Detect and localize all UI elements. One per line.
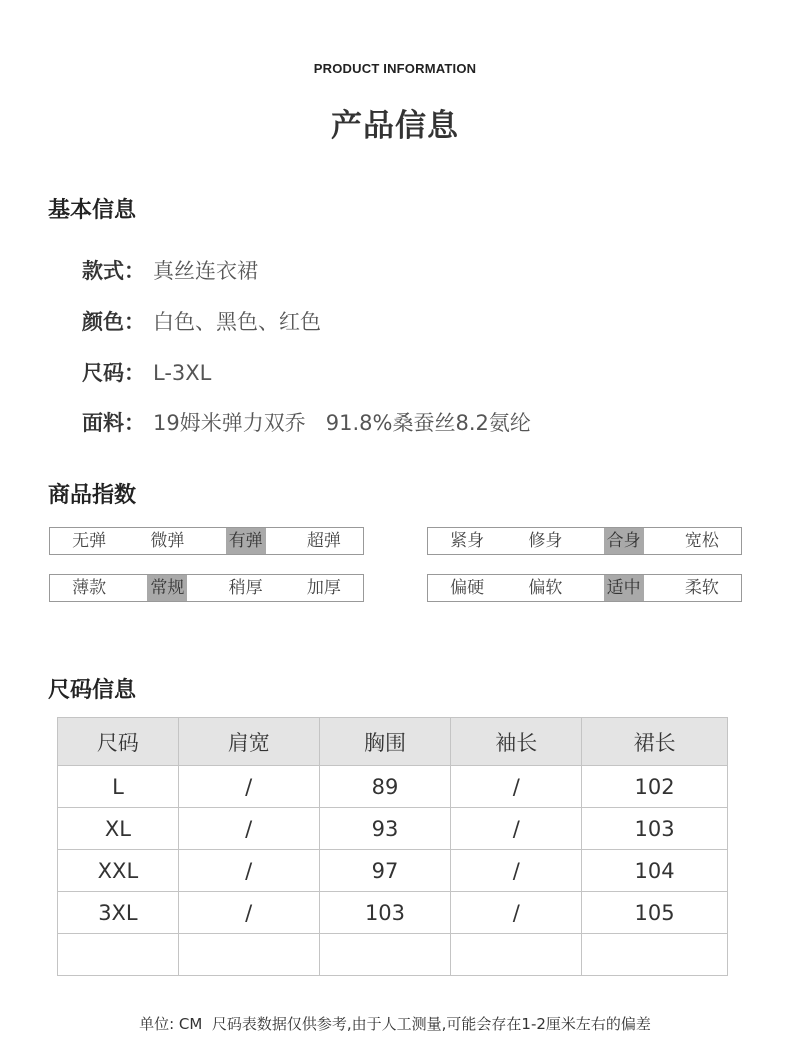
thickness-scale	[49, 574, 364, 602]
page-title: 产品信息	[331, 108, 459, 144]
table-cell: 103	[319, 892, 451, 934]
table-row	[58, 766, 728, 808]
size-info-title: 尺码信息	[48, 678, 137, 703]
table-header-row	[58, 718, 728, 766]
scale-option: 超弹	[306, 531, 341, 551]
info-row-size	[82, 358, 211, 388]
scale-option: 柔软	[684, 578, 719, 598]
info-value: 19姆米弹力双乔 91.8%桑蚕丝8.2氨纶	[153, 411, 531, 435]
scale-option: 稍厚	[228, 578, 263, 598]
scale-option: 无弹	[72, 531, 107, 551]
table-cell: 102	[582, 766, 728, 808]
table-cell: /	[178, 766, 319, 808]
info-value: L-3XL	[153, 361, 212, 385]
table-row	[58, 892, 728, 934]
size-footnote: 单位: CM 尺码表数据仅供参考,由于人工测量,可能会存在1-2厘米左右的偏差	[139, 1015, 651, 1033]
table-cell: 3XL	[58, 892, 179, 934]
table-row	[58, 850, 728, 892]
scale-option: 适中	[585, 575, 663, 601]
info-key: 尺码：	[82, 361, 145, 385]
scale-option: 有弹	[207, 528, 285, 554]
table-cell	[178, 934, 319, 976]
info-row-style	[82, 256, 258, 286]
column-header: 胸围	[319, 718, 451, 766]
table-cell: /	[178, 892, 319, 934]
table-cell: /	[451, 766, 582, 808]
table-cell	[319, 934, 451, 976]
scale-option: 常规	[128, 575, 206, 601]
info-key: 面料：	[82, 411, 145, 435]
info-key: 款式：	[82, 259, 145, 283]
table-cell: 89	[319, 766, 451, 808]
fit-scale	[427, 527, 742, 555]
table-cell: /	[451, 850, 582, 892]
table-cell: L	[58, 766, 179, 808]
scale-option: 加厚	[306, 578, 341, 598]
column-header: 袖长	[451, 718, 582, 766]
scale-option: 偏硬	[450, 578, 485, 598]
info-row-color	[82, 307, 321, 337]
table-cell: /	[178, 808, 319, 850]
page-eyebrow: PRODUCT INFORMATION	[313, 61, 477, 76]
table-cell: 97	[319, 850, 451, 892]
table-cell: XL	[58, 808, 179, 850]
table-cell: 104	[582, 850, 728, 892]
scale-option: 紧身	[450, 531, 485, 551]
size-table	[57, 717, 728, 976]
table-cell: /	[451, 892, 582, 934]
table-cell: 105	[582, 892, 728, 934]
product-index-title: 商品指数	[48, 483, 137, 508]
table-row	[58, 934, 728, 976]
table-cell: /	[178, 850, 319, 892]
info-row-fabric	[82, 408, 531, 438]
table-cell	[582, 934, 728, 976]
table-cell: /	[451, 808, 582, 850]
table-cell: 103	[582, 808, 728, 850]
table-row	[58, 808, 728, 850]
info-key: 颜色：	[82, 310, 145, 334]
softness-scale	[427, 574, 742, 602]
scale-option: 修身	[528, 531, 563, 551]
table-cell	[58, 934, 179, 976]
basic-info-title: 基本信息	[48, 198, 137, 223]
column-header: 尺码	[58, 718, 179, 766]
table-cell: 93	[319, 808, 451, 850]
table-cell: XXL	[58, 850, 179, 892]
info-value: 真丝连衣裙	[153, 259, 258, 283]
info-value: 白色、黑色、红色	[153, 310, 321, 334]
column-header: 肩宽	[178, 718, 319, 766]
table-cell	[451, 934, 582, 976]
scale-option: 薄款	[72, 578, 107, 598]
column-header: 裙长	[582, 718, 728, 766]
scale-option: 偏软	[528, 578, 563, 598]
scale-option: 宽松	[684, 531, 719, 551]
elasticity-scale	[49, 527, 364, 555]
scale-option: 合身	[585, 528, 663, 554]
scale-option: 微弹	[150, 531, 185, 551]
